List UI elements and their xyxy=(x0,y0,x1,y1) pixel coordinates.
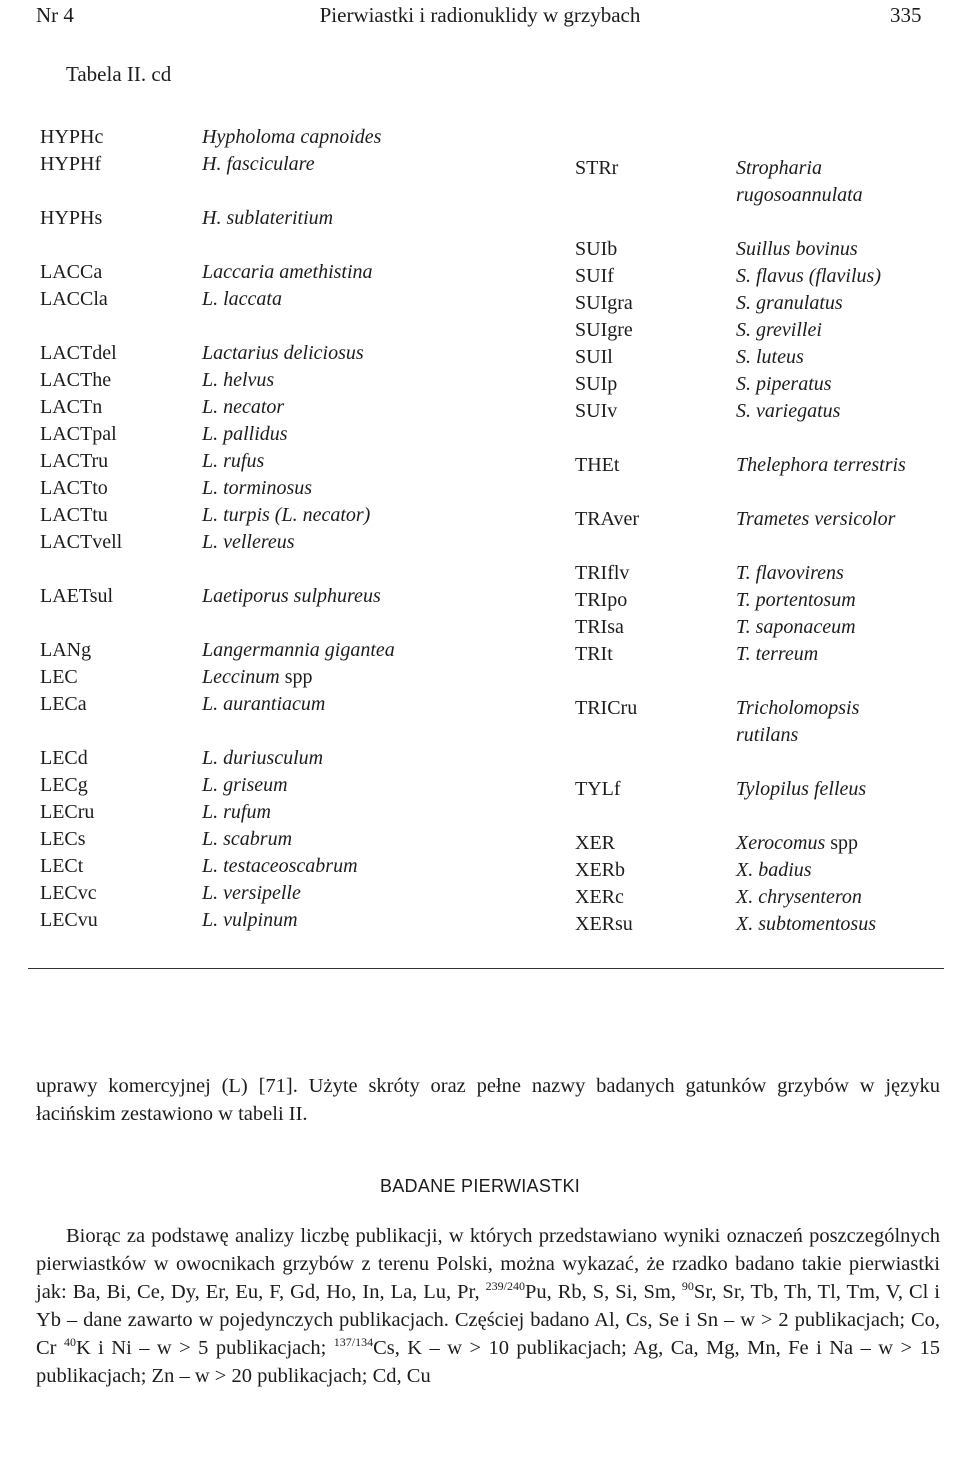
table-cell: Stropharia xyxy=(736,157,822,179)
table-cell: LACTpal xyxy=(40,423,117,445)
table-cell: rutilans xyxy=(736,724,799,746)
table-cell: XER xyxy=(575,832,615,854)
table-cell: TRIpo xyxy=(575,589,628,611)
paragraph-1: uprawy komercyjnej (L) [71]. Użyte skróty oraz pełne nazwy badanych gatunków grzybów w języku łacińskim zestawiono w tabeli II. xyxy=(36,1075,940,1125)
table-cell: L. turpis (L. necator) xyxy=(202,504,371,526)
issue-number: Nr 4 xyxy=(36,3,74,27)
table-cell: LECs xyxy=(40,828,86,850)
paragraph-2 xyxy=(36,1222,940,1390)
table-cell: LACCla xyxy=(40,288,108,310)
table-cell: L. helvus xyxy=(202,369,275,391)
table-cell: L. vulpinum xyxy=(202,909,298,931)
table-cell: LECd xyxy=(40,747,88,769)
table-cell: S. grevillei xyxy=(736,319,822,341)
table-cell: THEt xyxy=(575,454,620,476)
table-cell xyxy=(202,664,313,691)
table-cell: TRIt xyxy=(575,643,613,665)
table-cell: LECa xyxy=(40,693,87,715)
table-cell: HYPHs xyxy=(40,207,103,229)
table-cell: H. sublateritium xyxy=(202,207,334,229)
table-cell: TRIsa xyxy=(575,616,624,638)
table-cell: LACTn xyxy=(40,396,103,418)
table-cell: L. rufum xyxy=(202,801,271,823)
table-cell: Laccaria amethistina xyxy=(202,261,373,283)
table-cell: rugosoannulata xyxy=(736,184,863,206)
table-cell: T. flavovirens xyxy=(736,562,844,584)
running-title: Pierwiastki i radionuklidy w grzybach xyxy=(319,3,641,27)
table-cell xyxy=(736,830,858,857)
table-cell: X. chrysenteron xyxy=(736,886,862,908)
isotope-mass-superscript: 40 xyxy=(63,1335,76,1349)
table-cell: XERb xyxy=(575,859,625,881)
table-cell: S. variegatus xyxy=(736,400,841,422)
table-cell: SUIb xyxy=(575,238,618,260)
table-cell: X. subtomentosus xyxy=(736,913,876,935)
table-cell: LACTdel xyxy=(40,342,117,364)
table-cell: Lactarius deliciosus xyxy=(202,342,364,364)
table-cell: L. vellereus xyxy=(202,531,295,553)
table-cell: L. scabrum xyxy=(202,828,293,850)
table-cell: SUIp xyxy=(575,373,618,395)
table-cell: Laetiporus sulphureus xyxy=(202,585,381,607)
table-cell: LACTtu xyxy=(40,504,108,526)
isotope-mass-superscript: 137/134 xyxy=(333,1335,374,1349)
section-title: BADANE PIERWIASTKI xyxy=(379,1176,581,1196)
table-cell: STRr xyxy=(575,157,619,179)
table-cell: SUIgra xyxy=(575,292,633,314)
table-cell: HYPHf xyxy=(40,153,102,175)
table-cell: LECg xyxy=(40,774,88,796)
table-cell: S. flavus (flavilus) xyxy=(736,265,881,287)
table-cell: TRIflv xyxy=(575,562,630,584)
table-cell: T. saponaceum xyxy=(736,616,856,638)
table-cell: X. badius xyxy=(736,859,812,881)
table-cell: XERsu xyxy=(575,913,633,935)
table-bottom-rule xyxy=(28,968,944,969)
table-cell: Suillus bovinus xyxy=(736,238,858,260)
table-cell: Tylopilus felleus xyxy=(736,778,867,800)
table-cell: L. pallidus xyxy=(202,423,288,445)
table-cell: SUIv xyxy=(575,400,618,422)
paragraph-text: Sr, Sr, Tb, Th, Tl, Tm, V, Cl i Yb – dane zawarto w pojedynczych publikacjach. Częściej badano Al, Cs, Se i Sn – w > 2 publikacjach; Co, Cr xyxy=(36,1281,940,1359)
table-cell: Trametes versicolor xyxy=(736,508,896,530)
table-cell: L. testaceoscabrum xyxy=(202,855,358,877)
spp-label: spp xyxy=(830,832,859,854)
table-cell: S. luteus xyxy=(736,346,804,368)
table-cell: SUIgre xyxy=(575,319,633,341)
page-number: 335 xyxy=(890,3,922,27)
spp-label: spp xyxy=(284,666,313,688)
table-cell: HYPHc xyxy=(40,126,104,148)
isotope-mass-superscript: 90 xyxy=(681,1279,694,1293)
table-cell: LECvu xyxy=(40,909,98,931)
table-cell: LECt xyxy=(40,855,84,877)
table-cell: T. portentosum xyxy=(736,589,856,611)
table-cell: LEC xyxy=(40,666,78,688)
table-cell: Langermannia gigantea xyxy=(202,639,395,661)
table-cell: LACThe xyxy=(40,369,112,391)
paragraph-text: K i Ni – w > 5 publikacjach; xyxy=(75,1337,334,1359)
paragraph-text: Biorąc za podstawę analizy liczbę publikacji, w których przedstawiano wyniki oznaczeń poszczególnych pierwiastków w owocnikach grzybów z terenu Polski, można wykazać, że rzadko badano takie pierwiastki jak: Ba, Bi, Ce, Dy, Er, Eu, F, Gd, Ho, In, La, Lu, Pr, xyxy=(36,1225,940,1303)
table-cell: L. aurantiacum xyxy=(202,693,326,715)
isotope-mass-superscript: 239/240 xyxy=(485,1279,526,1293)
table-cell: L. griseum xyxy=(202,774,288,796)
paragraph-text: Cs, K – w > 10 publikacjach; Ag, Ca, Mg, Mn, Fe i Na – w > 15 publikacjach; Zn – w > 20 publikacjach; Cd, Cu xyxy=(36,1337,940,1387)
table-cell: LECru xyxy=(40,801,95,823)
table-cell: L. versipelle xyxy=(202,882,301,904)
table-cell: LACTvell xyxy=(40,531,123,553)
table-cell: XERc xyxy=(575,886,624,908)
table-cell: SUIl xyxy=(575,346,613,368)
table-caption: Tabela II. cd xyxy=(66,62,172,86)
table-cell: LANg xyxy=(40,639,92,661)
table-cell: LACCa xyxy=(40,261,103,283)
genus-name: Xerocomus xyxy=(736,832,826,854)
table-cell: Thelephora terrestris xyxy=(736,454,906,476)
table-cell: L. necator xyxy=(202,396,285,418)
table-cell: LACTru xyxy=(40,450,109,472)
table-cell: Tricholomopsis xyxy=(736,697,860,719)
table-cell: S. granulatus xyxy=(736,292,843,314)
table-cell: SUIf xyxy=(575,265,614,287)
table-cell: L. laccata xyxy=(202,288,282,310)
table-cell: L. rufus xyxy=(202,450,265,472)
table-cell: L. duriusculum xyxy=(202,747,324,769)
table-cell: LACTto xyxy=(40,477,108,499)
table-cell: T. terreum xyxy=(736,643,819,665)
paragraph-text: Pu, Rb, S, Si, Sm, xyxy=(525,1281,682,1303)
table-cell: S. piperatus xyxy=(736,373,832,395)
genus-name: Leccinum xyxy=(202,666,280,688)
table-cell: H. fasciculare xyxy=(202,153,315,175)
table-cell: TRAver xyxy=(575,508,640,530)
table-cell: TYLf xyxy=(575,778,621,800)
table-cell: LAETsul xyxy=(40,585,114,607)
table-cell: LECvc xyxy=(40,882,97,904)
table-cell: TRICru xyxy=(575,697,638,719)
table-cell: L. torminosus xyxy=(202,477,313,499)
table-cell: Hypholoma capnoides xyxy=(202,126,382,148)
